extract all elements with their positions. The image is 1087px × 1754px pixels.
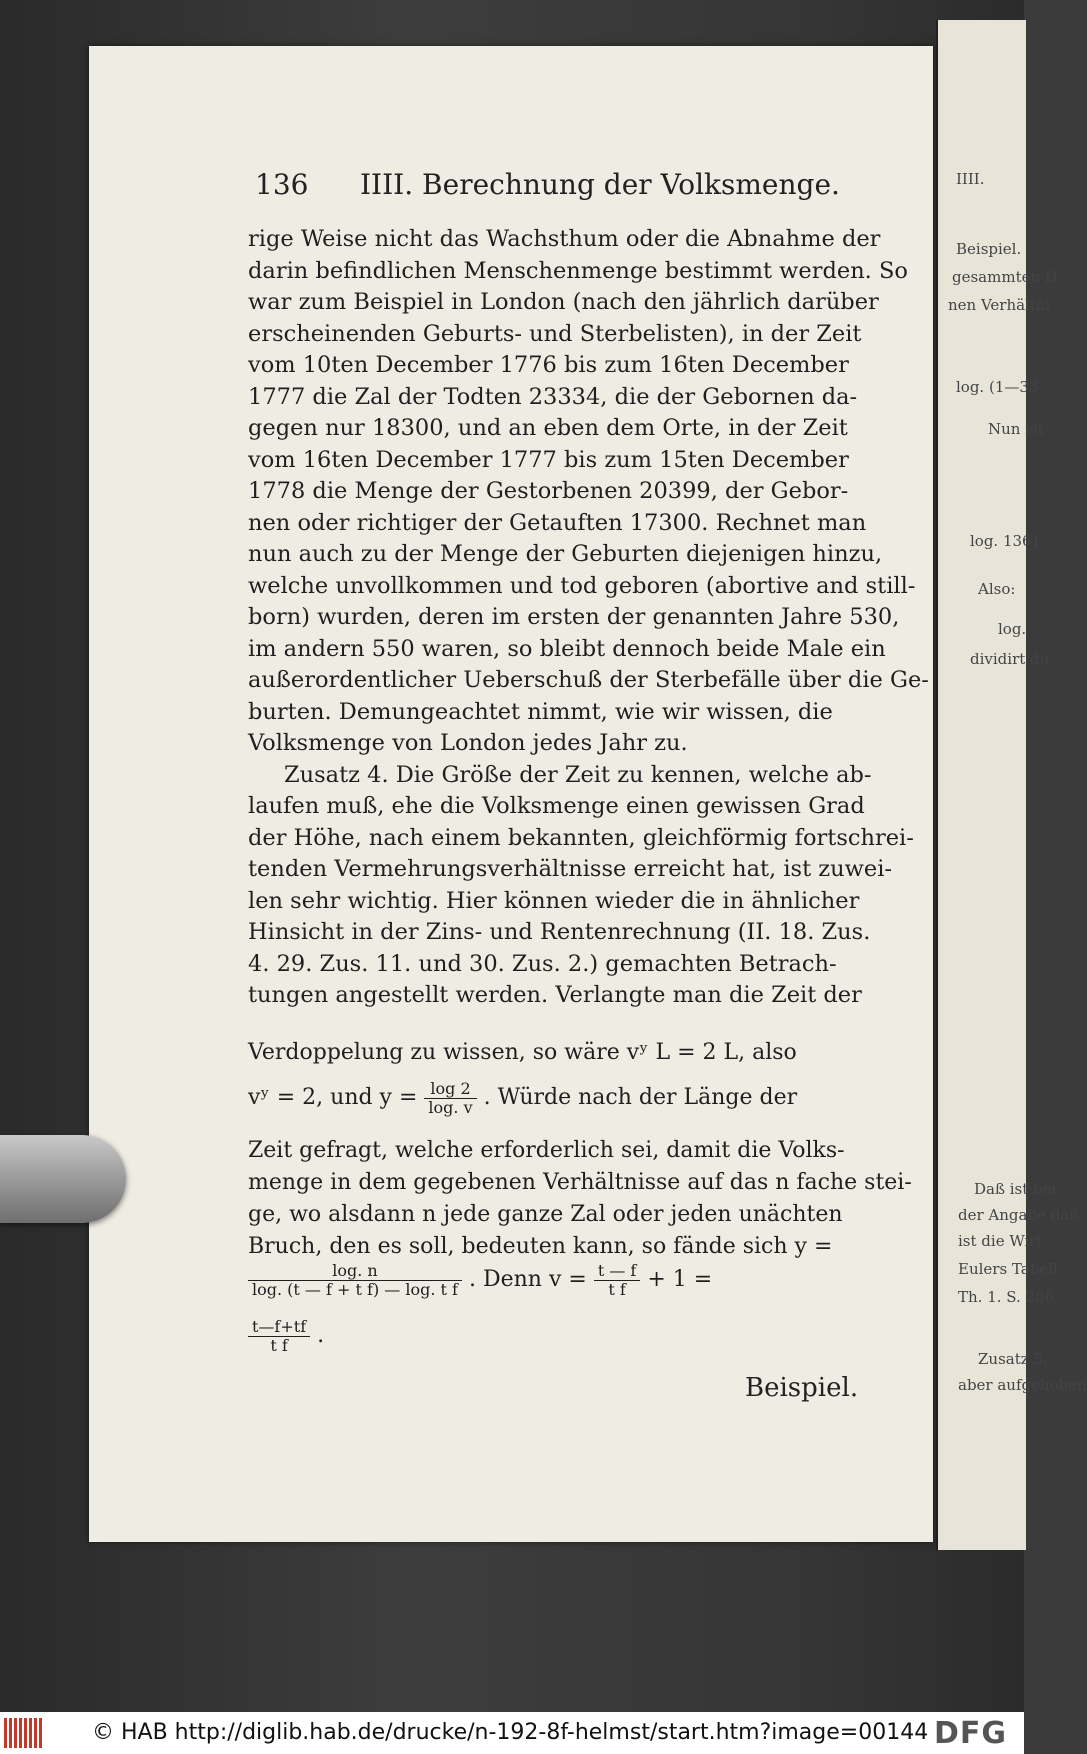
facing-text: Zusatz 5. <box>978 1350 1048 1368</box>
facing-text: log. <box>998 620 1027 638</box>
facing-text: IIII. <box>956 170 985 188</box>
text-line: rige Weise nicht das Wachsthum oder die Abnahme der <box>248 226 881 252</box>
text-line: menge in dem gegebenen Verhältnisse auf das n fache stei- <box>248 1170 912 1195</box>
fraction-numerator: log 2 <box>424 1080 476 1099</box>
fraction-denominator: t f <box>608 1279 626 1299</box>
fraction-numerator: t — f <box>594 1262 641 1281</box>
text-line: tenden Vermehrungsverhältnisse erreicht hat, ist zuwei- <box>248 856 892 882</box>
fraction-numerator: log. n <box>248 1262 462 1281</box>
text-line: 1778 die Menge der Gestorbenen 20399, der Gebor- <box>248 478 849 504</box>
formula-line <box>248 1318 324 1354</box>
fraction <box>424 1080 476 1116</box>
facing-text: nen Verhältni <box>948 296 1051 314</box>
facing-page <box>936 20 1087 1550</box>
body-text <box>248 224 929 1012</box>
page-clip <box>0 1135 126 1223</box>
text-line: vom 10ten December 1776 bis zum 16ten December <box>248 352 849 378</box>
text-line: laufen muß, ehe die Volksmenge einen gewissen Grad <box>248 793 865 819</box>
text-line: Volksmenge von London jedes Jahr zu. <box>248 730 688 756</box>
text-line: Hinsicht in der Zins- und Rentenrechnung (II. 18. Zus. <box>248 919 871 945</box>
math-line: Verdoppelung zu wissen, so wäre vʸ L = 2 L, also <box>248 1040 797 1065</box>
text-line: darin befindlichen Menschenmenge bestimmt werden. So <box>248 257 908 284</box>
text-line: außerordentlicher Ueberschuß der Sterbefälle über die Ge- <box>248 667 929 693</box>
text-line: welche unvollkommen und tod geboren (abortive and still- <box>248 572 916 599</box>
facing-text: log. (1—33 <box>956 378 1039 396</box>
text-line: Zusatz 4. Die Größe der Zeit zu kennen, welche ab- <box>284 761 872 788</box>
text-line: nun auch zu der Menge der Geburten diejenigen hinzu, <box>248 541 883 567</box>
text-line: burten. Demungeachtet nimmt, wie wir wissen, die <box>248 698 833 725</box>
text-line: tungen angestellt werden. Verlangte man die Zeit der <box>248 982 862 1008</box>
footer-url[interactable]: © HAB http://diglib.hab.de/drucke/n-192-8f-helmst/start.htm?image=00144 <box>92 1720 929 1745</box>
catchword: Beispiel. <box>745 1373 859 1403</box>
text-line: 1777 die Zal der Todten 23334, die der Gebornen da- <box>248 383 858 410</box>
facing-text: Also: <box>978 580 1016 598</box>
fraction-numerator: t—f+tf <box>248 1318 310 1337</box>
dfg-logo: DFG <box>934 1716 1008 1751</box>
hab-logo-icon <box>4 1718 44 1748</box>
math-text: . <box>317 1323 325 1349</box>
fraction-denominator: log. (t — f + t f) — log. t f <box>252 1279 458 1299</box>
page-number: 136 <box>255 168 309 201</box>
facing-text: Beispiel. <box>956 240 1022 258</box>
facing-text: gesammten D <box>952 268 1057 286</box>
facing-text: Th. 1. S. 286. <box>958 1288 1059 1306</box>
math-text: vʸ = 2, und y = <box>248 1085 418 1111</box>
text-line: Bruch, den es soll, bedeuten kann, so fände sich y = <box>248 1234 833 1259</box>
math-text: . Würde nach der Länge der <box>483 1085 798 1111</box>
text-line: der Höhe, nach einem bekannten, gleichförmig fortschrei- <box>248 824 914 851</box>
facing-text: Nun ist <box>988 420 1044 438</box>
text-line: 4. 29. Zus. 11. und 30. Zus. 2.) gemachten Betrach- <box>248 950 837 977</box>
facing-text: Daß ist bei <box>974 1180 1057 1198</box>
text-line: war zum Beispiel in London (nach den jährlich darüber <box>248 289 879 315</box>
text-line: im andern 550 waren, so bleibt dennoch beide Male ein <box>248 635 886 662</box>
text-line: born) wurden, deren im ersten der genannten Jahre 530, <box>248 604 900 630</box>
fraction <box>594 1262 641 1298</box>
facing-text: dividirt du <box>970 650 1050 668</box>
fraction <box>248 1318 310 1354</box>
running-title: IIII. Berechnung der Volksmenge. <box>360 168 840 201</box>
fraction-denominator: t f <box>270 1335 288 1355</box>
formula-line <box>248 1262 712 1298</box>
text-line: len sehr wichtig. Hier können wieder die in ähnlicher <box>248 887 860 914</box>
footer-bar <box>0 1712 1024 1754</box>
facing-text: aber aufgehoben <box>958 1376 1087 1394</box>
math-text: + 1 = <box>647 1267 713 1293</box>
text-line: Zeit gefragt, welche erforderlich sei, damit die Volks- <box>248 1138 845 1163</box>
fraction-denominator: log. v <box>428 1097 473 1117</box>
facing-text: log. 1361 <box>970 532 1042 550</box>
text-line: ge, wo alsdann n jede ganze Zal oder jeden unächten <box>248 1202 843 1227</box>
facing-text: ist die Wirt <box>958 1232 1043 1250</box>
facing-text: der Angabe daß <box>958 1206 1080 1224</box>
text-line: vom 16ten December 1777 bis zum 15ten December <box>248 446 849 473</box>
text-line: gegen nur 18300, und an eben dem Orte, in der Zeit <box>248 415 848 441</box>
math-text: . Denn v = <box>468 1267 587 1293</box>
math-line <box>248 1080 797 1116</box>
text-line: erscheinenden Geburts- und Sterbelisten), in der Zeit <box>248 320 862 347</box>
fraction <box>248 1262 462 1298</box>
facing-text: Eulers Tabell <box>958 1260 1058 1278</box>
text-line: nen oder richtiger der Getauften 17300. Rechnet man <box>248 509 867 536</box>
